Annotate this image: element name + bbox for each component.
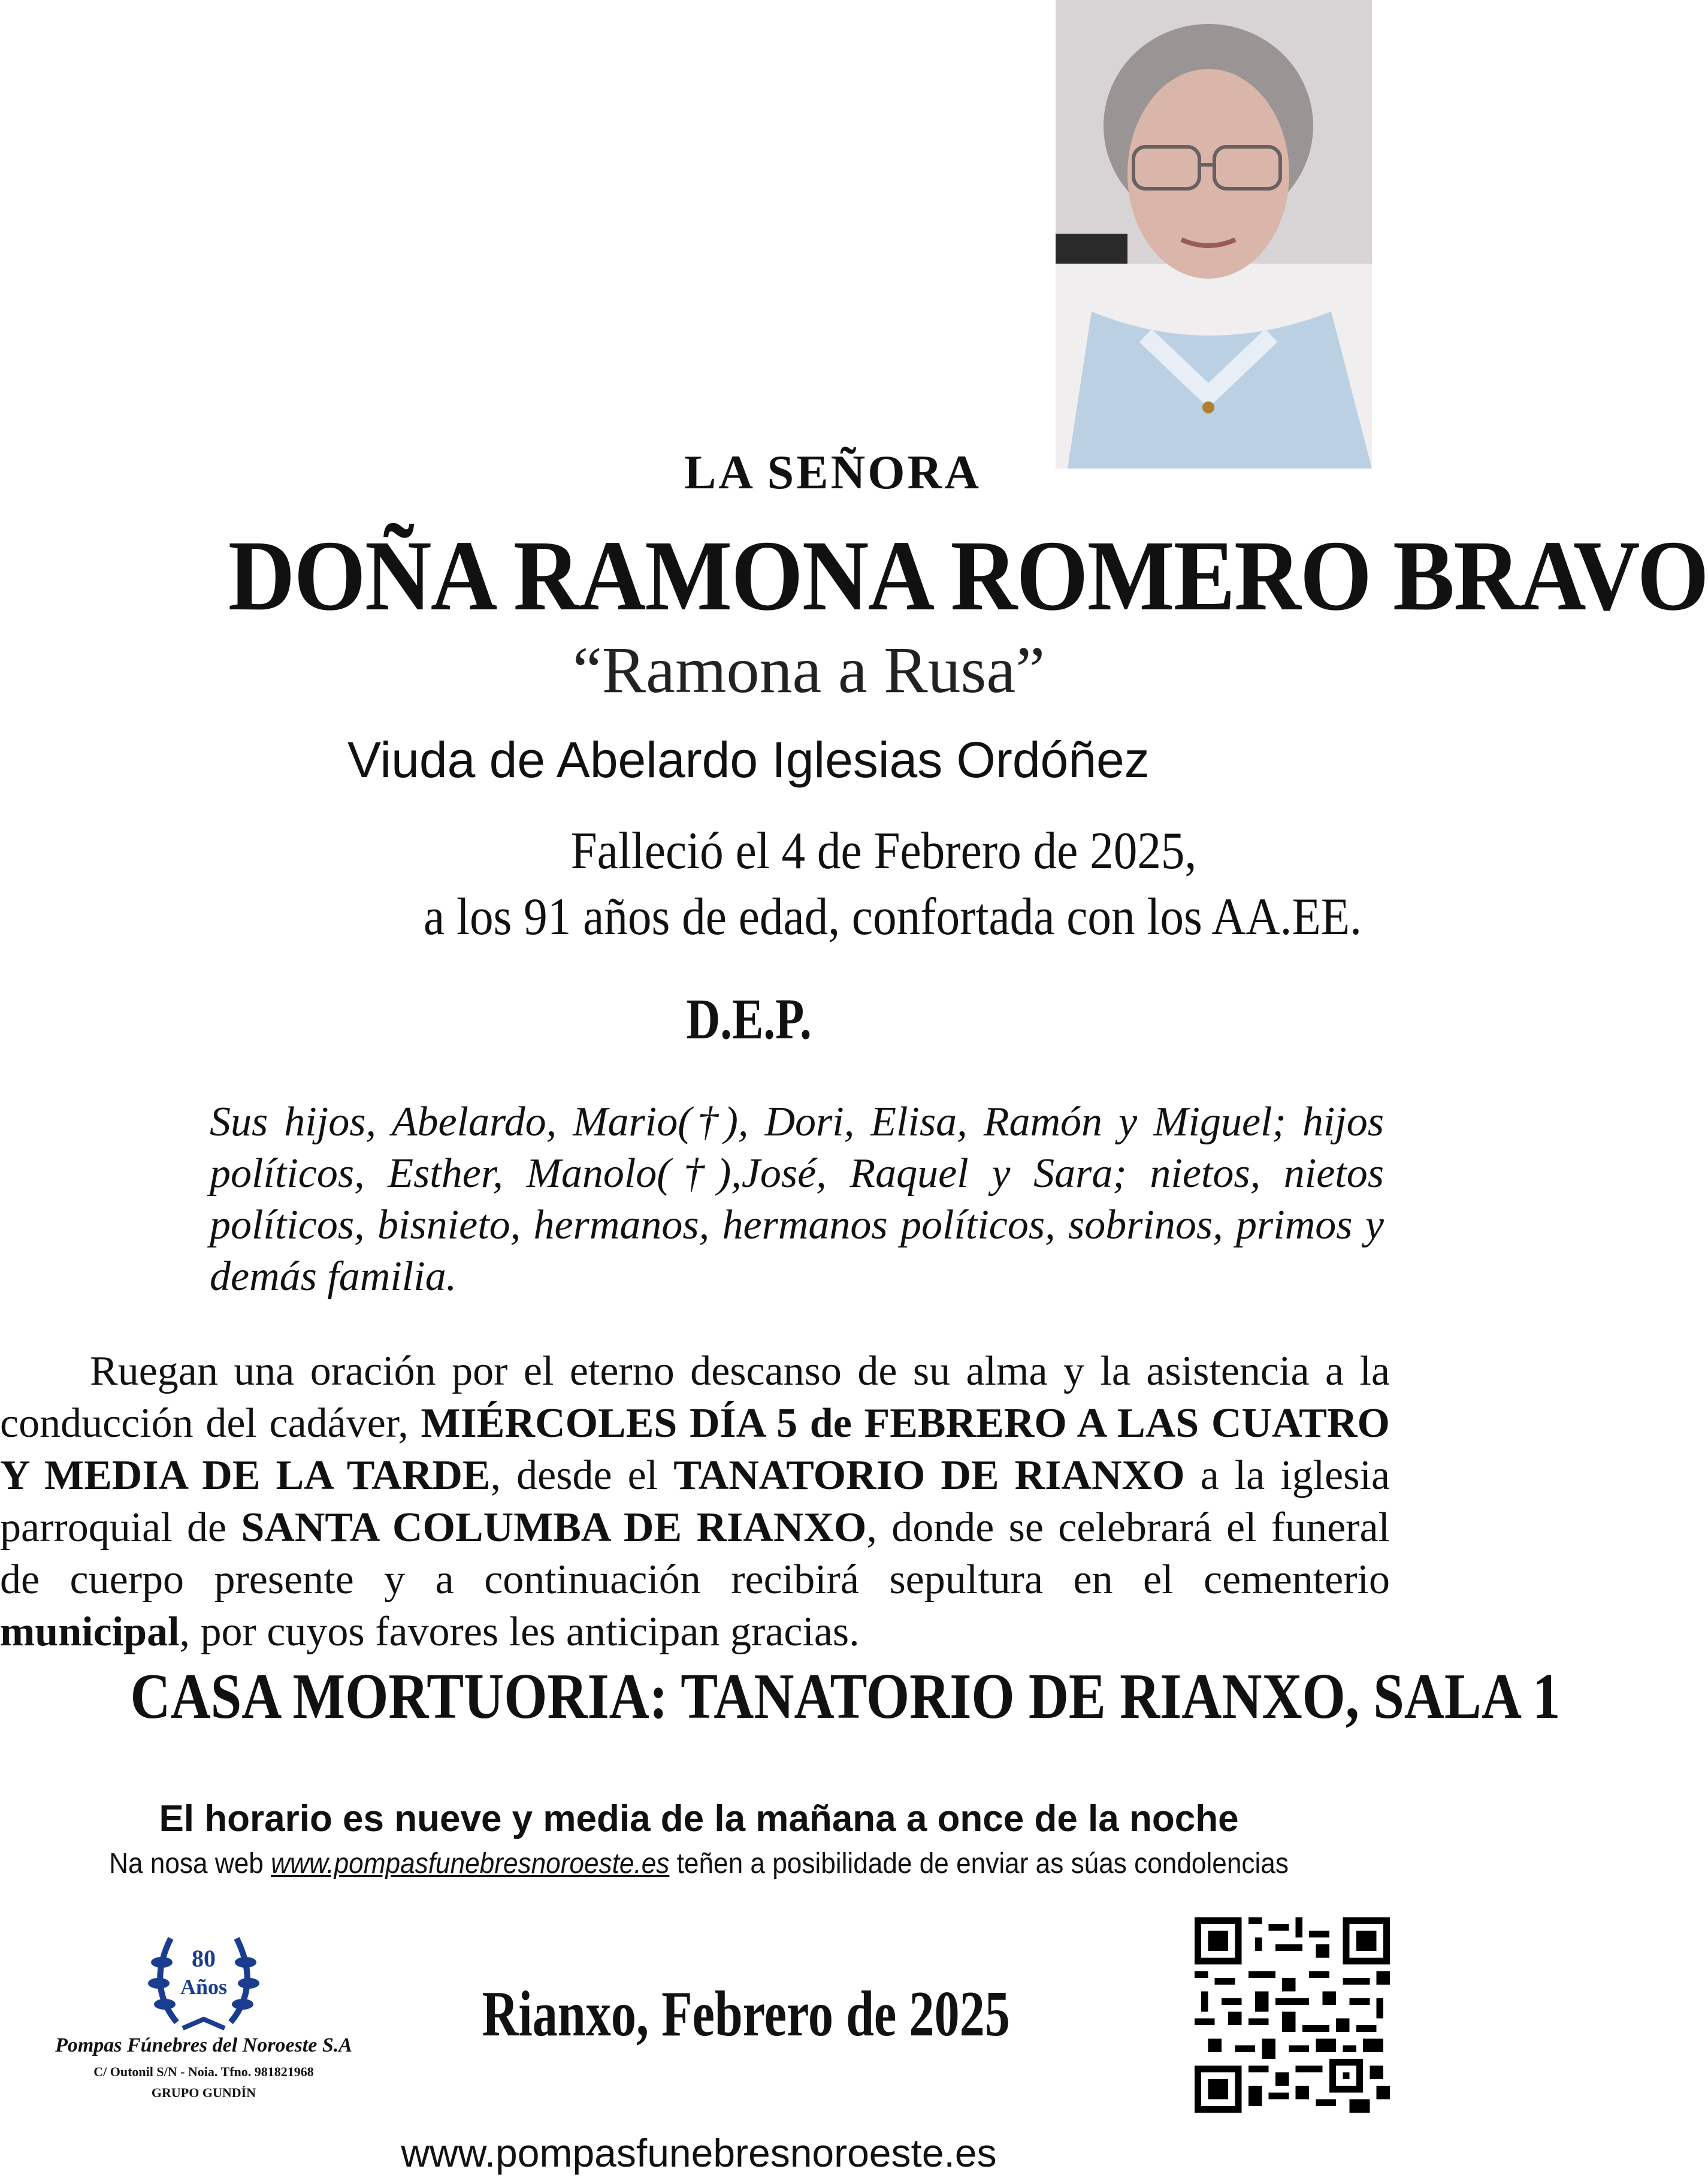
service-text-5: , por cuyos favores les anticipan gracias. — [179, 1609, 860, 1655]
portrait-photo — [1056, 0, 1372, 469]
service-date-bold: MIÉRCOLES DÍA 5 de FEBRERO A LAS CUATRO Y MEDIA DE LA TARDE — [0, 1400, 1390, 1499]
company-logo — [42, 1920, 365, 2118]
service-origin-bold: TANATORIO DE RIANXO — [673, 1452, 1185, 1499]
casa-mortuoria: CASA MORTUORIA: TANATORIO DE RIANXO, SALA 1 — [130, 1661, 1561, 1732]
website-link[interactable]: www.pompasfunebresnoroeste.es — [271, 1848, 670, 1880]
deceased-name: DOÑA RAMONA ROMERO BRAVO — [228, 520, 1708, 632]
nickname: “Ramona a Rusa” — [572, 633, 1045, 706]
years-word: Años — [180, 1975, 228, 1999]
service-text-1: Ruegan una oración por el eterno descanso de su alma y la asistencia a la conducción del cadáver, — [0, 1348, 1390, 1446]
web-suffix: teñen a posibilidade de enviar as súas condolencias — [669, 1848, 1289, 1880]
service-paragraph — [0, 1345, 1390, 1658]
company-name: Pompas Fúnebres del Noroeste S.A — [55, 2034, 352, 2056]
footer-website-link[interactable]: www.pompasfunebresnoroeste.es — [401, 2131, 997, 2175]
death-date-line: Falleció el 4 de Febrero de 2025, — [570, 822, 1197, 880]
service-cemetery-bold: municipal — [0, 1609, 180, 1655]
company-group: GRUPO GUNDÍN — [151, 2085, 256, 2100]
service-text-4: , donde se celebrará el funeral de cuerpo presente y a continuación recibirá sepultura en el cementerio — [0, 1505, 1390, 1603]
service-text-2: , desde el — [490, 1452, 674, 1499]
place-and-date: Rianxo, Febrero de 2025 — [482, 1978, 1010, 2050]
qr-code-icon — [1195, 1917, 1390, 2113]
portrait-illustration — [1056, 0, 1372, 469]
web-prefix: Na nosa web — [109, 1848, 271, 1880]
company-address: C/ Outonil S/N - Noia. Tfno. 981821968 — [93, 2064, 314, 2079]
dep-label: D.E.P. — [686, 987, 812, 1051]
anniversary-badge — [141, 1920, 267, 2040]
visiting-hours: El horario es nueve y media de la mañana a once de la noche — [159, 1798, 1239, 1839]
honorific: LA SEÑORA — [684, 446, 982, 499]
service-text-3: a la iglesia parroquial de — [0, 1452, 1390, 1551]
qr-code[interactable] — [1195, 1917, 1390, 2113]
condolences-line — [56, 1847, 1341, 1880]
age-line: a los 91 años de edad, confortada con los AA.EE. — [424, 888, 1362, 946]
service-church-bold: SANTA COLUMBA DE RIANXO — [241, 1505, 867, 1551]
years-number: 80 — [192, 1945, 216, 1972]
family-paragraph: Sus hijos, Abelardo, Mario(†), Dori, Elisa, Ramón y Miguel; hijos políticos, Esther, Manolo(†),José, Raquel y Sara; nietos, nietos políticos, bisnieto, hermanos, hermanos políticos, sobrinos, primos y demás familia. — [210, 1099, 1384, 1300]
widow-of: Viuda de Abelardo Iglesias Ordóñez — [347, 732, 1150, 788]
